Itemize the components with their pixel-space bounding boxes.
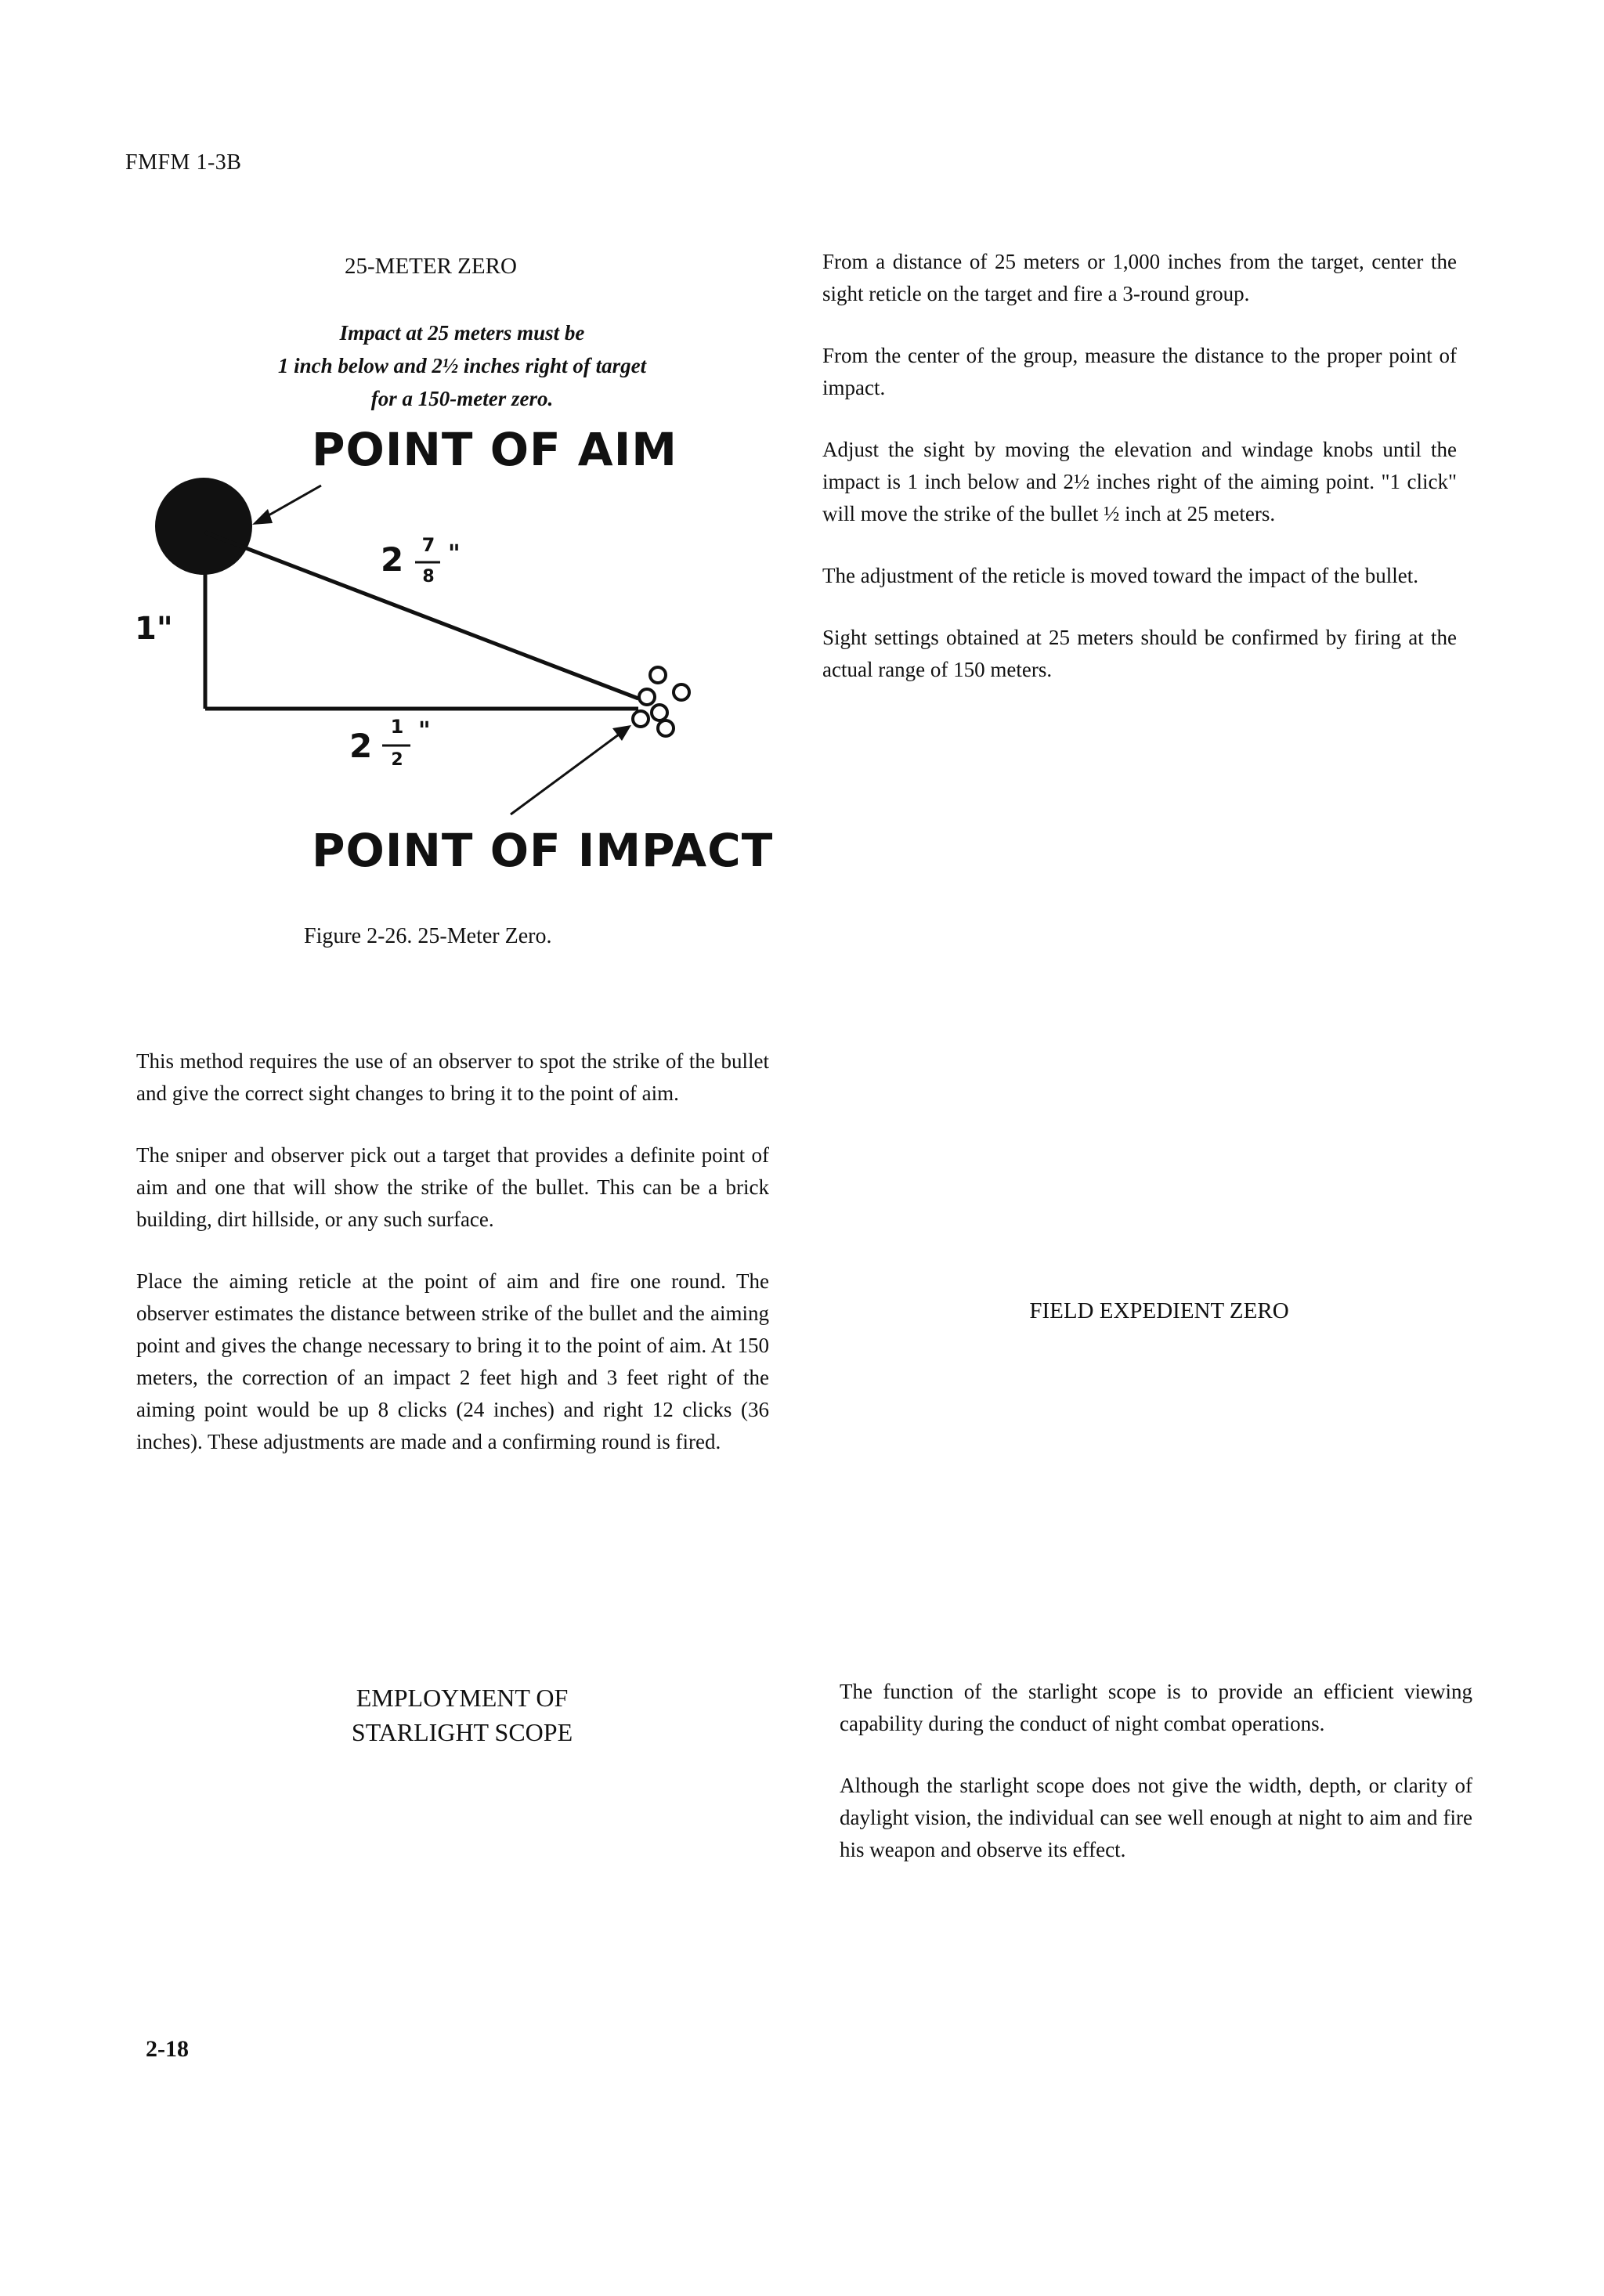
shot-hole-3	[639, 689, 655, 705]
shot-hole-6	[658, 720, 674, 736]
paragraph: This method requires the use of an observer to spot the strike of the bullet and give the correct sight changes to bring it to the point of aim.	[136, 1049, 769, 1105]
shot-hole-5	[633, 711, 648, 727]
hypotenuse-denominator: 8	[422, 567, 435, 587]
impact-note-line-3: for a 150-meter zero.	[370, 387, 554, 410]
hypotenuse-whole: 2	[381, 540, 404, 579]
zero-triangle	[205, 532, 638, 709]
paragraph: Sight settings obtained at 25 meters should be confirmed by firing at the actual range of 150 meters.	[822, 626, 1457, 681]
paragraph: Although the starlight scope does not give the width, depth, or clarity of daylight vision, the individual can see well enough at night to aim and fire his weapon and observe its effect.	[840, 1774, 1472, 1861]
shot-hole-1	[650, 667, 666, 683]
horizontal-inch-mark: "	[418, 717, 431, 745]
paragraph: The adjustment of the reticle is moved toward the impact of the bullet.	[822, 564, 1419, 587]
paragraph: From a distance of 25 meters or 1,000 inches from the target, center the sight reticle on the target and fire a 3-round group.	[822, 250, 1457, 305]
hypotenuse-inch-mark: "	[448, 540, 461, 568]
field-expedient-heading: FIELD EXPEDIENT ZERO	[1029, 1298, 1289, 1323]
point-of-impact-label: POINT OF IMPACT	[312, 824, 774, 877]
zero-procedure-text	[822, 246, 1457, 716]
starlight-scope-heading	[313, 1680, 611, 1749]
document-id: FMFM 1-3B	[125, 150, 242, 175]
point-of-aim-label: POINT OF AIM	[312, 423, 677, 476]
horizontal-numerator: 1	[390, 716, 404, 738]
paragraph: The function of the starlight scope is to provide an efficient viewing capability during the conduct of night combat operations.	[840, 1680, 1472, 1735]
page-number: 2-18	[146, 2036, 189, 2062]
aim-arrow	[252, 486, 321, 525]
hypotenuse-line	[205, 532, 638, 699]
shot-hole-2	[674, 684, 689, 700]
hypotenuse-numerator: 7	[421, 534, 435, 556]
paragraph: The sniper and observer pick out a target that provides a definite point of aim and one that will show the strike of the bullet. This can be a brick building, dirt hillside, or any such surface.	[136, 1143, 769, 1231]
figure-caption: Figure 2-26. 25-Meter Zero.	[304, 924, 552, 948]
shot-group	[633, 667, 689, 736]
impact-arrow	[511, 725, 631, 814]
shot-hole-4	[652, 705, 667, 720]
horizontal-whole: 2	[349, 727, 373, 765]
impact-note-line-2: 1 inch below and 2½ inches right of target	[277, 354, 647, 377]
horizontal-denominator: 2	[391, 750, 403, 770]
impact-note-line-1: Impact at 25 meters must be	[339, 321, 585, 345]
field-expedient-text	[136, 1045, 769, 1488]
starlight-scope-text	[840, 1676, 1472, 1896]
vertical-measure: 1"	[135, 611, 173, 647]
paragraph: Place the aiming reticle at the point of aim and fire one round. The observer estimates the distance between strike of the bullet and the aiming point and gives the change necessary to bring it to the point of aim. At 150 meters, the correction of an impact 2 feet high and 3 feet right of the aiming point would be up 8 clicks (24 inches) and right 12 clicks (36 inches). These adjustments are made and a confirming round is fired.	[136, 1269, 769, 1453]
figure-title: 25-METER ZERO	[345, 254, 517, 279]
starlight-heading-line-2: STARLIGHT SCOPE	[351, 1718, 573, 1746]
starlight-heading-line-1: EMPLOYMENT OF	[356, 1684, 569, 1712]
paragraph: From the center of the group, measure the distance to the proper point of impact.	[822, 344, 1457, 399]
paragraph: Adjust the sight by moving the elevation and windage knobs until the impact is 1 inch below and 2½ inches right of the aiming point. "1 click" will move the strike of the bullet ½ inch at 25 meters.	[822, 438, 1457, 525]
